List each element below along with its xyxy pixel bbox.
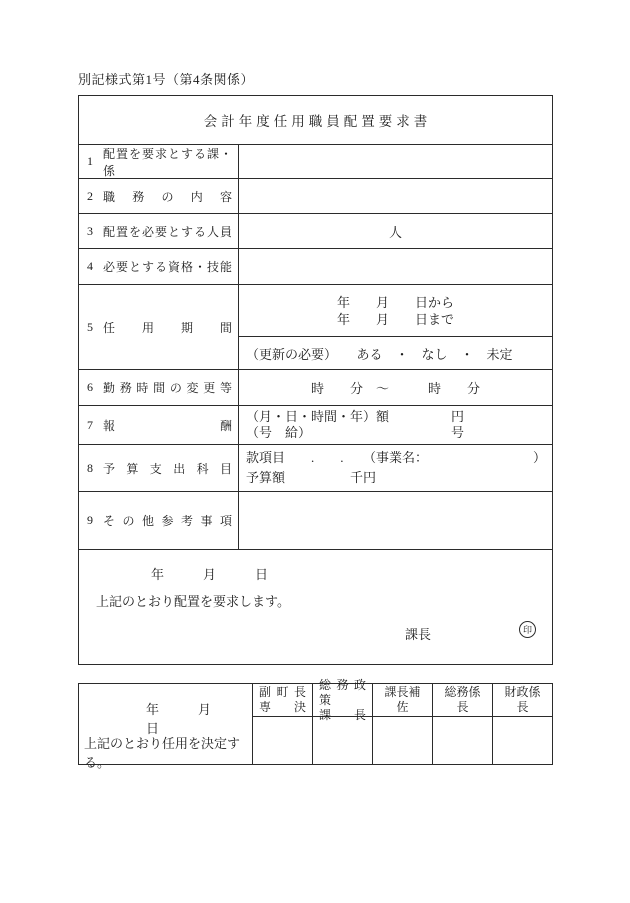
remuneration-amount-line	[239, 409, 552, 425]
field-qualifications	[239, 249, 552, 284]
row-number: 3	[87, 223, 93, 238]
field-job-description	[239, 179, 552, 213]
approval-column-assistant-chief	[373, 684, 433, 764]
row-label-text: 任用期間	[103, 320, 232, 335]
approval-header: 総務係長	[433, 684, 492, 717]
row-label-text: 職務の内容	[103, 189, 232, 204]
form-title: 会計年度任用職員配置要求書	[203, 114, 432, 129]
row-label-text: その他参考事項	[103, 514, 232, 528]
row-label	[79, 406, 239, 444]
approval-stamp-cell	[313, 717, 372, 764]
approval-stamp-cell	[433, 717, 492, 764]
period-from: 年 月 日から	[336, 294, 454, 310]
period-dates	[239, 285, 552, 336]
approval-header	[253, 684, 312, 717]
table-row-job-description	[79, 178, 552, 213]
row-label-text: 配置を必要とする人員	[103, 224, 232, 239]
table-row-remuneration	[79, 405, 552, 444]
field-budget-item	[239, 445, 552, 491]
row-label	[79, 370, 239, 405]
placement-request-table	[78, 95, 553, 665]
table-row-appointment-period	[79, 284, 552, 369]
yen-unit-label: 円	[450, 409, 464, 424]
amount-label: （月・日・時間・年）額	[246, 409, 390, 424]
decision-date-line: 年 月 日	[146, 702, 251, 736]
header-line: 総務政策	[319, 677, 366, 707]
field-working-hours: 時 分 ～ 時 分	[310, 381, 480, 396]
approval-column-deputy-mayor	[253, 684, 313, 764]
row-label-text: 必要とする資格・技能	[103, 260, 232, 274]
approver-title: 課長	[405, 627, 432, 642]
approval-header: 財政係長	[493, 684, 552, 717]
appointment-decision-table	[78, 677, 553, 770]
closing-paren: ）	[532, 450, 546, 465]
field-appointment-period	[239, 285, 552, 369]
seal-icon: 印	[519, 621, 536, 638]
remuneration-grade-line	[239, 425, 552, 441]
row-label-text: 報酬	[103, 418, 232, 433]
field-remuneration	[239, 406, 552, 444]
row-label	[79, 285, 239, 369]
row-number: 9	[87, 513, 93, 527]
budget-item-line	[239, 448, 552, 468]
decision-statement-cell	[79, 684, 253, 770]
header-line: 課長	[319, 707, 366, 722]
row-label	[79, 492, 239, 549]
approval-stamp-cell	[253, 717, 312, 764]
renewal-options: （更新の必要） ある ・ なし ・ 未定	[239, 336, 552, 369]
approval-column-general-policy-chief	[313, 677, 373, 764]
row-label-text: 勤務時間の変更等	[103, 381, 232, 395]
approval-stamp-cell	[493, 717, 552, 764]
row-number: 2	[87, 188, 93, 203]
period-to: 年 月 日まで	[336, 311, 454, 327]
table-row-staff-count	[79, 213, 552, 248]
row-label	[79, 145, 239, 178]
request-date-line: 年 月 日	[151, 567, 269, 582]
approval-header: 課長補佐	[373, 684, 432, 717]
grade-unit-label: 号	[450, 425, 464, 440]
row-number: 8	[87, 460, 93, 475]
table-row-working-hours	[79, 369, 552, 405]
table-row-requesting-section	[79, 144, 552, 178]
field-other-remarks	[239, 492, 552, 549]
field-staff-count-unit: 人	[388, 224, 402, 240]
row-number: 1	[87, 154, 93, 168]
grade-label: （号 給）	[246, 425, 312, 440]
row-label	[79, 249, 239, 284]
row-label	[79, 445, 239, 491]
table-row-budget-item	[79, 444, 552, 491]
row-number: 6	[87, 380, 93, 394]
table-row-other-remarks	[79, 491, 552, 549]
row-number: 4	[87, 259, 93, 273]
row-number: 7	[87, 417, 93, 432]
row-label-text: 配置を要求とする課・係	[103, 146, 232, 178]
field-requesting-section	[239, 145, 552, 178]
row-label	[79, 179, 239, 213]
request-statement: 上記のとおり配置を要求します。	[96, 594, 290, 609]
decision-statement: 上記のとおり任用を決定する。	[84, 736, 241, 770]
budget-amount-line: 予算額 千円	[246, 470, 377, 485]
approval-column-general-affairs-head	[433, 684, 493, 764]
budget-item-label: 款項目 . . （事業名：	[246, 450, 429, 465]
row-label	[79, 214, 239, 248]
form-caption: 別記様式第1号（第4条関係）	[78, 72, 255, 87]
approval-header	[313, 677, 372, 722]
request-footer	[79, 549, 552, 664]
approval-stamp-cell	[373, 717, 432, 764]
header-line: 専決	[259, 700, 306, 714]
row-number: 5	[87, 319, 93, 334]
header-line: 副町長	[259, 685, 306, 699]
row-label-text: 予算支出科目	[103, 461, 232, 476]
approval-column-finance-head	[493, 684, 552, 764]
table-row-qualifications	[79, 248, 552, 284]
